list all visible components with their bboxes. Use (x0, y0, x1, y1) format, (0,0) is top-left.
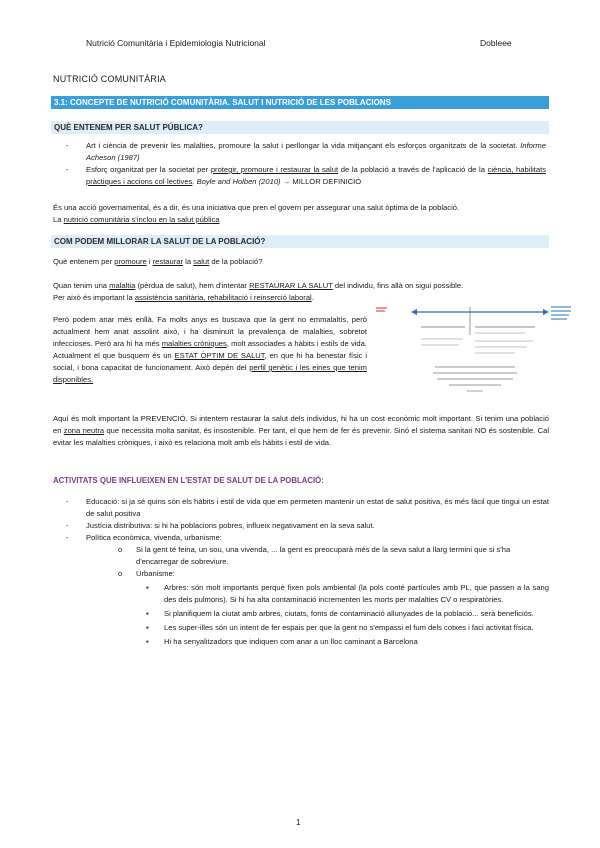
section-heading-bar: 3.1: CONCEPTE DE NUTRICIÓ COMUNITÀRIA. SALUT I NUTRICIÓ DE LES POBLACIONS (51, 96, 549, 109)
diagram-red-note (375, 305, 389, 313)
activities-list (66, 496, 549, 648)
diagram-arrow-tail (411, 309, 417, 315)
header-course-title: Nutrició Comunitària i Epidemiologia Nutricional (86, 38, 266, 48)
activity-distributive-justice: - Justícia distributiva: si hi ha poblacions pobres, influeix negativament en la seva salut. (66, 521, 375, 530)
best-definition-note: → MILLOR DEFINICIÓ (280, 177, 362, 186)
paragraph-restore-health: Quan tenim una malaltia (pèrdua de salut), hem d'intentar RESTAURAR LA SALUT del individu, fins allà on sigui possible. Per això és important la assistència sanitària, rehabilitació i reinserció laboral. (53, 281, 464, 302)
page-number: 1 (296, 818, 301, 827)
question-heading-public-health: QUÈ ENTENEM PER SALUT PÚBLICA? (51, 121, 549, 134)
sub-item-urbanism: o Urbanisme: ▪ Arbres: són molt importants perquè fixen pols ambiental (la pols conté partícules amb PL, que passen a la sang des dels pulmons). Si hi ha alta contaminació incrementen les morts per malalties CV o respiratòries. ▪ Si planifiquem la ciutat amb arbres, ciutats, fonts de contaminació allunyades de la població... serà beneficiós. ▪ Les super-illes són un intent de fer espais per que la gent no s'empassi el fum dels cotxes i faci activitat física. ▪ Hi ha senyalitzadors que indiquen com anar a un lloc caminant a Barcelona (118, 569, 549, 646)
source-boyle-holben: . Boyle and Holben (2010) (192, 177, 281, 186)
urbanism-walking-signs: ▪ Hi ha senyalitzadors que indiquen com anar a un lloc caminant a Barcelona (146, 637, 418, 646)
paragraph-government-action: És una acció governamental, és a dir, és una iniciativa que pren el govern per assegurar una salut òptima de la població. La nutrició comunitària s'inclou en la salut pública (53, 203, 460, 224)
urbanism-city-planning: ▪ Si planifiquem la ciutat amb arbres, ciutats, fonts de contaminació allunyades de la població... serà beneficiós. (146, 609, 534, 618)
urbanism-trees: ▪ Arbres: són molt importants perquè fixen pols ambiental (la pols conté partícules amb PL, que passen a la sang des dels pulmons). Si hi ha alta contaminació incrementen les morts per malalties CV o respiratòries. (146, 583, 549, 604)
dash-bullet: - (66, 533, 69, 542)
circle-bullet: o (118, 569, 123, 578)
header-brand: Dobleee (480, 38, 512, 48)
circle-bullet: o (118, 545, 123, 554)
neutral-zone-term: zona neutra (63, 426, 105, 435)
activity-economic-policy: - Política econòmica, vivenda, urbanisme: o Si la gent té feina, un sou, una vivenda, ... la gent es preocuparà més de la seva salut a llarg termini que si s'ha d'encarregar de sobreviure. o Urbanisme: ▪ Arbres: són molt importants perquè fixen pols ambiental (la pols conté partícules amb PL, que passen a la sang des dels pulmons). Si hi ha alta contaminació incrementen les morts per malalties CV o respiratòries. ▪ Si planifiquem la ciutat amb arbres, ciutats, fonts de contaminació allunyades de la població... serà beneficiós. ▪ Les super-illes són un intent de fer espais per que la gent no s'empassi el fum dels cotxes i faci activitat física. ▪ Hi ha senyalitzadors que indiquen com anar a un lloc caminant a Barcelona (66, 533, 549, 646)
dash-bullet: - (66, 165, 69, 174)
paragraph-prevention: Aquí és molt important la PREVENCIÓ. Si intentem restaurar la salut dels individus, hi ha un cost econòmic molt important. Si tenim una població en zona neutra que necessita molta sanitat, és insostenible. Per tant, el que hem de fer és prevenir. Sinó el sistema sanitari NO és sostenible. Cal evitar les malalties cròniques, i això es relaciona molt amb els hàbits i estil de vida. (53, 414, 550, 447)
dash-bullet: - (66, 497, 69, 506)
dash-bullet: - (66, 141, 69, 150)
square-bullet: ▪ (146, 637, 149, 646)
question-heading-improve-health: COM PODEM MILLORAR LA SALUT DE LA POBLACIÓ? (51, 235, 549, 248)
paragraph-optimal-health: Però podem anar més enllà. Fa molts anys es buscava que la gent no emmalaltís, però actualment hem anat assolint això, i ha disminuït la prevalença de malalties, sobretot infeccioses. Però ara hi ha més malalties cròniques, molt associades a hàbits i estils de vida. Actualment el que busquem és un ESTAT ÒPTIM DE SALUT, en que hi ha benestar físic i social, i bona capacitat de funcionament. Això depèn del perfil genètic i les eines que tenim disponibles. (53, 315, 368, 384)
definition-acheson: - Art i ciència de prevenir les malalties, promoure la salut i perllongar la vida mitjançant els esforços organitzats de la societat. Informe Acheson (1987) (66, 141, 546, 162)
paragraph-promote-restore: Què entenem per promoure i restaurar la salut de la població? (53, 257, 263, 266)
diagram-arrow-head (543, 309, 549, 315)
dash-bullet: - (66, 521, 69, 530)
sub-item-employment: o Si la gent té feina, un sou, una vivenda, ... la gent es preocuparà més de la seva salut a llarg termini que si s'ha d'encarregar de sobreviure. (118, 545, 511, 566)
public-health-definitions (66, 140, 546, 188)
square-bullet: ▪ (146, 583, 149, 592)
document-title: NUTRICIÓ COMUNITÀRIA (53, 74, 166, 84)
activity-education: - Educació: si ja sé quins són els hàbits i estil de vida que em permeten mantenir un estat de salut positiva, és més fàcil que tingui un estat de salut positiva (66, 497, 549, 518)
urbanism-superblocks: ▪ Les super-illes són un intent de fer espais per que la gent no s'empassi el fum dels cotxes i faci activitat física. (146, 623, 534, 632)
square-bullet: ▪ (146, 609, 149, 618)
activities-heading: ACTIVITATS QUE INFLUEIXEN EN L'ESTAT DE SALUT DE LA POBLACIÓ: (53, 476, 324, 485)
square-bullet: ▪ (146, 623, 149, 632)
source-acheson: Informe Acheson (1987) (86, 141, 546, 162)
health-continuum-diagram (375, 305, 575, 405)
definition-boyle-holben: - Esforç organitzat per la societat per protegir, promoure i restaurar la salut de la població a través de l'aplicació de la ciència, habilitats pràctiques i accions col·lectives. Boyle and Holben (2010) → MILLOR DEFINICIÓ (66, 165, 546, 186)
